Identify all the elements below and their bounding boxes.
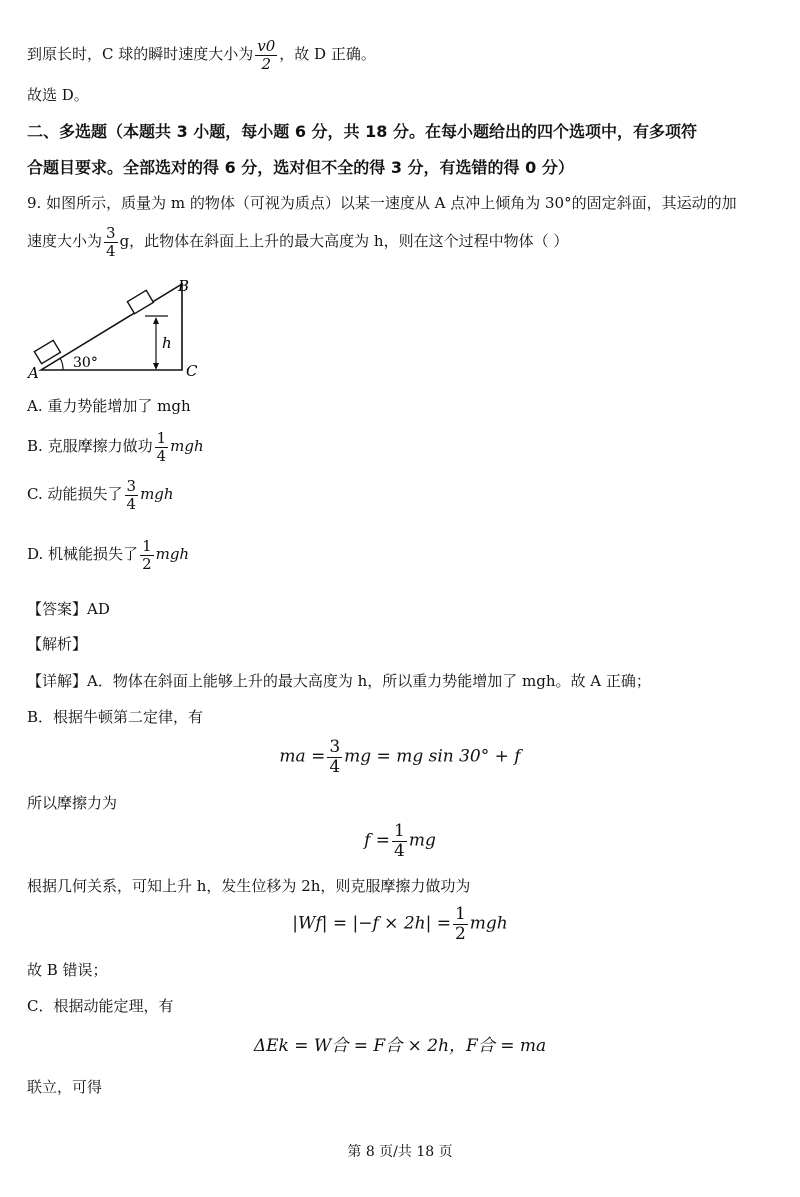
v0-numerator: v0	[257, 37, 276, 55]
equation-3	[0, 905, 800, 943]
option-B	[27, 430, 204, 464]
option-B-denominator: 4	[156, 446, 167, 465]
eq4: ΔEk = W合 = F合 × 2h，F合 = ma	[253, 1036, 547, 1056]
prev-line-1	[27, 38, 376, 72]
angle-label: 30°	[73, 355, 98, 371]
equation-4	[0, 1036, 800, 1056]
question-number: 9.	[27, 194, 42, 212]
eq3-left: |Wf| = |−f × 2h| =	[292, 913, 451, 934]
option-C-denominator: 4	[126, 494, 137, 513]
option-C	[27, 478, 174, 512]
option-D-mgh: mgh	[155, 545, 190, 563]
eq1-left: ma =	[279, 746, 326, 767]
v0-fraction	[255, 38, 277, 72]
option-B-text: 克服摩擦力做功	[47, 437, 153, 455]
answer-line: 【答案】AD	[27, 600, 110, 618]
friction-intro: 所以摩擦力为	[27, 794, 118, 812]
height-label: h	[162, 334, 172, 352]
v0-denominator: 2	[261, 54, 272, 73]
eq3-fraction	[453, 905, 468, 943]
option-A-text: 重力势能增加了 mgh	[47, 397, 191, 415]
B-wrong: 故 B 错误；	[27, 961, 108, 979]
option-C-numerator: 3	[126, 477, 137, 495]
equation-1	[0, 738, 800, 776]
block-near-top	[127, 290, 153, 313]
prev-line1-after: ，故 D 正确。	[279, 45, 376, 63]
detail-A: 【详解】A．物体在斜面上能够上升的最大高度为 h，所以重力势能增加了 mgh。故 A 正确；	[27, 672, 651, 690]
height-arrow-up	[153, 317, 159, 324]
accel-fraction	[104, 225, 118, 259]
eq1-denominator: 4	[329, 756, 341, 777]
detail-C-intro: C．根据动能定理，有	[27, 997, 174, 1015]
equation-2	[0, 822, 800, 860]
option-A	[27, 397, 191, 415]
eq2-left: f =	[364, 830, 391, 851]
eq2-numerator: 1	[394, 821, 405, 841]
point-C-label: C	[186, 362, 198, 380]
height-arrow-down	[153, 363, 159, 370]
option-C-text: 动能损失了	[47, 485, 123, 503]
question-stem-2-after: g，此物体在斜面上上升的最大高度为 h，则在这个过程中物体（ ）	[119, 232, 569, 250]
section-heading-line-2: 合题目要求。全部选对的得 6 分，选对但不全的得 3 分，有选错的得 0 分）	[27, 158, 574, 177]
eq3-denominator: 2	[454, 923, 466, 944]
point-B-label: B	[178, 278, 190, 295]
option-D-numerator: 1	[142, 537, 152, 555]
option-D-label: D.	[27, 545, 44, 563]
geometry-intro: 根据几何关系，可知上升 h，发生位移为 2h，则克服摩擦力做功为	[27, 877, 471, 895]
eq1-right: mg = mg sin 30° + f	[344, 746, 521, 767]
option-D-text: 机械能损失了	[48, 545, 139, 563]
question-stem-line-1	[27, 194, 737, 212]
question-stem-2-before: 速度大小为	[27, 232, 103, 250]
option-B-numerator: 1	[156, 429, 167, 447]
point-A-label: A	[28, 364, 39, 382]
angle-arc	[60, 358, 63, 370]
option-A-label: A.	[27, 397, 43, 415]
option-B-fraction	[155, 430, 169, 464]
option-D-denominator: 2	[142, 554, 152, 573]
combine-line: 联立，可得	[27, 1078, 103, 1096]
eq3-right: mgh	[469, 913, 508, 934]
eq2-denominator: 4	[394, 840, 405, 861]
option-B-mgh: mgh	[170, 437, 204, 455]
eq2-fraction	[392, 822, 407, 860]
question-stem-line-2	[27, 225, 568, 259]
option-D	[27, 538, 189, 572]
section-heading-line-1: 二、多选题（本题共 3 小题，每小题 6 分，共 18 分。在每小题给出的四个选项中，有多项符	[27, 122, 697, 141]
option-C-fraction	[125, 478, 139, 512]
option-D-fraction	[140, 538, 154, 572]
detail-B-intro: B．根据牛顿第二定律，有	[27, 708, 204, 726]
prev-line-2: 故选 D。	[27, 86, 89, 104]
question-stem-text-1: 如图所示，质量为 m 的物体（可视为质点）以某一速度从 A 点冲上倾角为 30°的固定斜面，其运动的加	[46, 194, 737, 212]
accel-numerator: 3	[106, 224, 116, 242]
accel-denominator: 4	[106, 241, 116, 260]
incline-triangle	[41, 284, 182, 370]
incline-diagram	[27, 278, 217, 382]
page-footer: 第 8 页/共 18 页	[347, 1144, 453, 1160]
option-B-label: B.	[27, 437, 43, 455]
eq1-numerator: 3	[329, 737, 341, 757]
analysis-title: 【解析】	[27, 635, 88, 653]
option-C-label: C.	[27, 485, 43, 503]
eq2-right: mg	[408, 830, 436, 851]
eq3-numerator: 1	[454, 904, 466, 924]
prev-line1-before: 到原长时，C 球的瞬时速度大小为	[27, 45, 254, 63]
eq1-fraction	[327, 738, 342, 776]
option-C-mgh: mgh	[140, 485, 174, 503]
